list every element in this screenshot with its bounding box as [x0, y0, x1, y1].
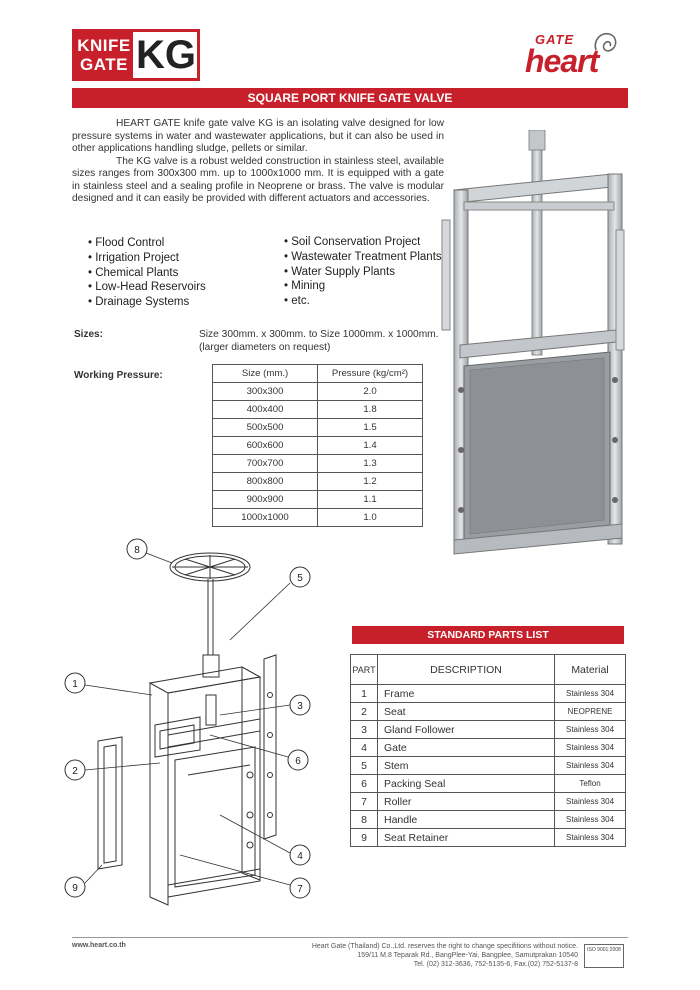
intro-paragraph-1: HEART GATE knife gate valve KG is an isolating valve designed for low pressure systems in water and wastewater applications, but it can also be used in other applications handling sludge, pellets or similar. — [72, 118, 444, 154]
table-cell-part: 7 — [351, 793, 378, 811]
table-row — [213, 509, 423, 527]
exploded-assembly-drawing — [60, 535, 350, 915]
footer-address — [260, 942, 578, 969]
iso-certification-badge — [584, 944, 624, 968]
list-item: • Chemical Plants — [88, 266, 206, 281]
sizes-text — [199, 328, 439, 354]
kg-logo-line2: GATE — [80, 55, 128, 74]
intro-text — [72, 118, 444, 206]
table-cell-pressure: 1.2 — [318, 473, 423, 491]
table-cell-description: Gate — [378, 739, 555, 757]
valve-product-image — [440, 130, 640, 570]
table-cell-size: 600x600 — [213, 437, 318, 455]
kg-logo-line1: KNIFE — [77, 36, 131, 55]
heart-gate-logo — [525, 30, 630, 84]
table-cell-description: Seat — [378, 703, 555, 721]
table-row — [351, 685, 626, 703]
table-cell-description: Gland Follower — [378, 721, 555, 739]
page-title: SQUARE PORT KNIFE GATE VALVE — [72, 88, 628, 108]
list-item: • Mining — [284, 279, 442, 294]
callout-4: 4 — [297, 851, 303, 862]
table-cell-description: Stem — [378, 757, 555, 775]
table-cell-material: Stainless 304 — [555, 793, 626, 811]
kg-logo-knife-gate — [75, 32, 133, 78]
table-cell-part: 2 — [351, 703, 378, 721]
table-cell-material: Teflon — [555, 775, 626, 793]
table-cell-material: NEOPRENE — [555, 703, 626, 721]
table-row — [351, 829, 626, 847]
list-item: • etc. — [284, 294, 442, 309]
table-cell-material: Stainless 304 — [555, 757, 626, 775]
table-cell-size: 700x700 — [213, 455, 318, 473]
sizes-line-2: (larger diameters on request) — [199, 342, 331, 353]
certification-text: ISO 9001:2008 — [587, 947, 621, 953]
table-header-row — [213, 365, 423, 383]
table-cell-part: 4 — [351, 739, 378, 757]
table-cell-part: 8 — [351, 811, 378, 829]
table-cell-description: Handle — [378, 811, 555, 829]
table-cell-pressure: 1.1 — [318, 491, 423, 509]
table-row — [213, 401, 423, 419]
table-cell-pressure: 1.5 — [318, 419, 423, 437]
brand-gate-text: GATE — [535, 32, 575, 47]
intro-paragraph-2: The KG valve is a robust welded construction in stainless steel, available sizes ranges from 300x300 mm. up to 1000x1000 mm. It is equipped with a gate in stainless steel and a sealing profile in Neoprene or brass. The valve is modular designed and it can easily be provided with different actuators and accessories. — [72, 155, 444, 204]
table-row — [351, 793, 626, 811]
footer-divider — [72, 937, 628, 938]
sizes-label: Sizes: — [74, 329, 103, 340]
table-cell-material: Stainless 304 — [555, 721, 626, 739]
callout-1: 1 — [72, 679, 78, 690]
table-cell-part: 5 — [351, 757, 378, 775]
table-row — [351, 757, 626, 775]
list-item: • Drainage Systems — [88, 295, 206, 310]
table-cell-size: 900x900 — [213, 491, 318, 509]
sizes-line-1: Size 300mm. x 300mm. to Size 1000mm. x 1000mm. — [199, 329, 439, 340]
table-row — [351, 739, 626, 757]
table-cell-pressure: 2.0 — [318, 383, 423, 401]
list-item: • Soil Conservation Project — [284, 235, 442, 250]
table-cell-material: Stainless 304 — [555, 685, 626, 703]
callout-6: 6 — [295, 756, 301, 767]
callout-3: 3 — [297, 701, 303, 712]
table-row — [213, 437, 423, 455]
callout-5: 5 — [297, 573, 303, 584]
table-header-pressure: Pressure (kg/cm²) — [318, 365, 423, 383]
callout-8: 8 — [134, 545, 140, 556]
footer-website-link[interactable]: www.heart.co.th — [72, 942, 126, 949]
table-cell-size: 300x300 — [213, 383, 318, 401]
table-cell-part: 6 — [351, 775, 378, 793]
table-cell-part: 3 — [351, 721, 378, 739]
table-row — [213, 383, 423, 401]
callout-7: 7 — [297, 884, 303, 895]
table-row — [213, 491, 423, 509]
applications-list-right — [284, 235, 442, 309]
table-cell-description: Seat Retainer — [378, 829, 555, 847]
table-cell-size: 500x500 — [213, 419, 318, 437]
table-cell-part: 1 — [351, 685, 378, 703]
list-item: • Water Supply Plants — [284, 265, 442, 280]
heart-swirl-icon — [591, 30, 621, 56]
table-cell-size: 800x800 — [213, 473, 318, 491]
table-cell-material: Stainless 304 — [555, 811, 626, 829]
table-cell-description: Roller — [378, 793, 555, 811]
table-header-size: Size (mm.) — [213, 365, 318, 383]
table-cell-material: Stainless 304 — [555, 829, 626, 847]
table-row — [351, 775, 626, 793]
table-cell-size: 1000x1000 — [213, 509, 318, 527]
table-cell-part: 9 — [351, 829, 378, 847]
parts-list-title: STANDARD PARTS LIST — [352, 626, 624, 644]
table-cell-pressure: 1.3 — [318, 455, 423, 473]
table-cell-pressure: 1.4 — [318, 437, 423, 455]
table-row — [351, 721, 626, 739]
brand-heart-text: heart — [525, 43, 599, 79]
callout-2: 2 — [72, 766, 78, 777]
table-row — [213, 473, 423, 491]
footer-notice: Heart Gate (Thailand) Co.,Ltd. reserves the right to change specifitions without notice. — [311, 943, 578, 950]
table-row — [213, 455, 423, 473]
table-header-description: DESCRIPTION — [378, 655, 555, 685]
table-header-material: Material — [555, 655, 626, 685]
footer-street: 159/11 M.8 Teparak Rd., BangPlee-Yai, Bangplee, Samutprakan 10540 — [357, 952, 578, 959]
table-cell-description: Packing Seal — [378, 775, 555, 793]
list-item: • Flood Control — [88, 236, 206, 251]
table-row — [213, 419, 423, 437]
table-header-part: PART — [351, 655, 378, 685]
table-header-row — [351, 655, 626, 685]
working-pressure-label: Working Pressure: — [74, 370, 163, 381]
list-item: • Irrigation Project — [88, 251, 206, 266]
table-cell-description: Frame — [378, 685, 555, 703]
callout-9: 9 — [72, 883, 78, 894]
list-item: • Wastewater Treatment Plants — [284, 250, 442, 265]
footer-phone: Tel. (02) 312-3636, 752-5135-6, Fax.(02) 752-5137-8 — [413, 961, 578, 968]
table-cell-pressure: 1.8 — [318, 401, 423, 419]
working-pressure-table — [212, 364, 423, 527]
table-cell-size: 400x400 — [213, 401, 318, 419]
applications-list-left — [88, 236, 206, 310]
table-cell-material: Stainless 304 — [555, 739, 626, 757]
kg-logo — [72, 29, 200, 81]
list-item: • Low-Head Reservoirs — [88, 280, 206, 295]
parts-list-table — [350, 654, 626, 847]
table-row — [351, 811, 626, 829]
table-cell-pressure: 1.0 — [318, 509, 423, 527]
kg-logo-model: KG — [136, 33, 196, 77]
table-row — [351, 703, 626, 721]
